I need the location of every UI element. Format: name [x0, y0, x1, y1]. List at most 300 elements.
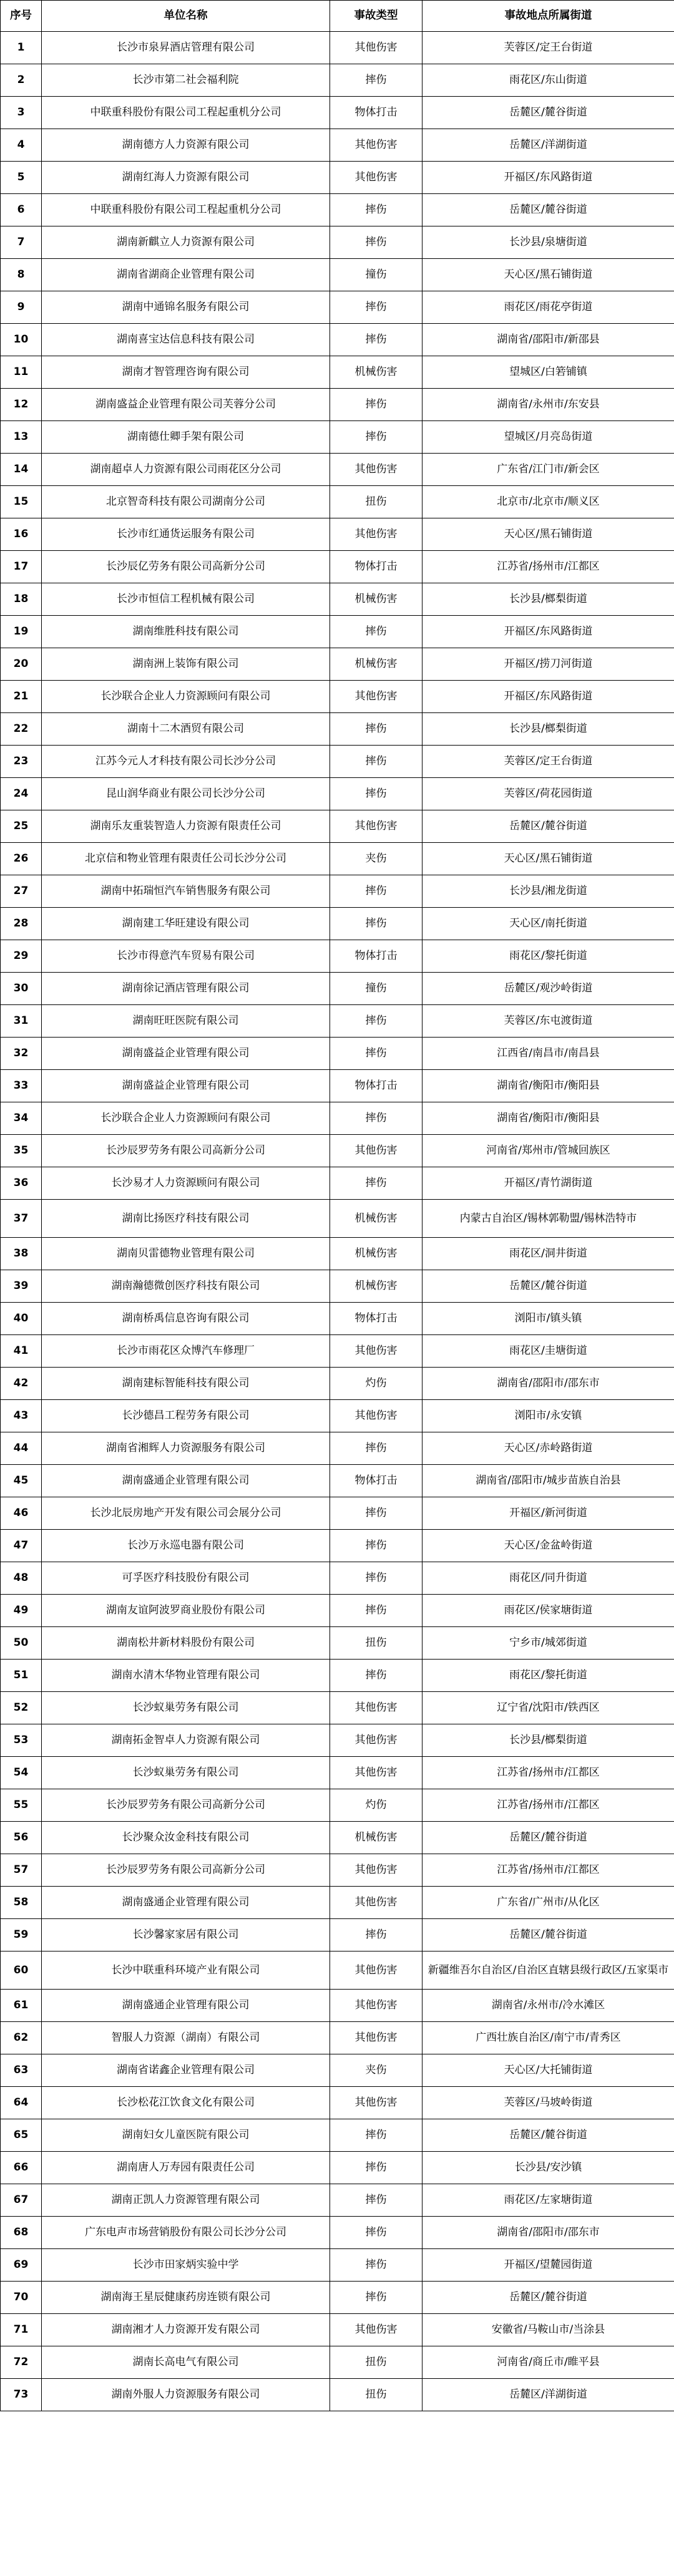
- row-location: 湖南省/邵阳市/城步苗族自治县: [422, 1465, 674, 1497]
- row-type: 摔伤: [330, 1530, 422, 1562]
- row-location: 雨花区/同升街道: [422, 1562, 674, 1595]
- row-no: 70: [1, 2282, 42, 2314]
- row-location: 宁乡市/城郊街道: [422, 1627, 674, 1660]
- row-unit: 湖南建标智能科技有限公司: [42, 1368, 330, 1400]
- row-type: 摔伤: [330, 875, 422, 908]
- row-type: 摔伤: [330, 1595, 422, 1627]
- row-unit: 长沙市田家炳实验中学: [42, 2249, 330, 2282]
- row-no: 65: [1, 2119, 42, 2152]
- row-no: 14: [1, 454, 42, 486]
- row-unit: 湖南水清木华物业管理有限公司: [42, 1660, 330, 1692]
- row-type: 摔伤: [330, 389, 422, 421]
- row-type: 摔伤: [330, 2119, 422, 2152]
- table-body: [1, 32, 674, 2411]
- row-type: 撞伤: [330, 973, 422, 1005]
- row-unit: 湖南松井新材料股份有限公司: [42, 1627, 330, 1660]
- row-location: 天心区/赤岭路街道: [422, 1432, 674, 1465]
- row-unit: 长沙中联重科环境产业有限公司: [42, 1951, 330, 1990]
- table-row: [1, 2314, 674, 2346]
- row-no: 58: [1, 1887, 42, 1919]
- row-type: 摔伤: [330, 616, 422, 648]
- row-location: 芙蓉区/荷花园街道: [422, 778, 674, 810]
- row-no: 68: [1, 2217, 42, 2249]
- row-unit: 长沙市红通货运服务有限公司: [42, 518, 330, 551]
- row-type: 夹伤: [330, 843, 422, 875]
- row-location: 岳麓区/麓谷街道: [422, 2119, 674, 2152]
- row-unit: 长沙万永巡电器有限公司: [42, 1530, 330, 1562]
- row-location: 湖南省/衡阳市/衡阳县: [422, 1102, 674, 1135]
- row-location: 辽宁省/沈阳市/铁西区: [422, 1692, 674, 1724]
- row-location: 芙蓉区/东屯渡街道: [422, 1005, 674, 1038]
- table-row: [1, 1530, 674, 1562]
- table-row: [1, 1789, 674, 1822]
- row-no: 27: [1, 875, 42, 908]
- row-location: 岳麓区/麓谷街道: [422, 1919, 674, 1951]
- row-unit: 长沙蚁巢劳务有限公司: [42, 1692, 330, 1724]
- row-no: 30: [1, 973, 42, 1005]
- row-unit: 湖南省湘辉人力资源服务有限公司: [42, 1432, 330, 1465]
- row-unit: 长沙北辰房地产开发有限公司会展分公司: [42, 1497, 330, 1530]
- table-row: [1, 1497, 674, 1530]
- table-row: [1, 908, 674, 940]
- row-type: 其他伤害: [330, 1757, 422, 1789]
- row-no: 18: [1, 583, 42, 616]
- row-location: 雨花区/圭塘街道: [422, 1335, 674, 1368]
- row-no: 40: [1, 1303, 42, 1335]
- row-location: 望城区/月亮岛街道: [422, 421, 674, 454]
- row-no: 41: [1, 1335, 42, 1368]
- row-no: 3: [1, 97, 42, 129]
- row-no: 8: [1, 259, 42, 291]
- row-no: 47: [1, 1530, 42, 1562]
- row-location: 芙蓉区/定王台街道: [422, 32, 674, 64]
- row-no: 15: [1, 486, 42, 518]
- row-unit: 湖南旺旺医院有限公司: [42, 1005, 330, 1038]
- row-type: 机械伤害: [330, 1200, 422, 1238]
- row-location: 天心区/大托铺街道: [422, 2054, 674, 2087]
- row-location: 雨花区/黎托街道: [422, 940, 674, 973]
- row-type: 摔伤: [330, 226, 422, 259]
- row-type: 其他伤害: [330, 129, 422, 162]
- row-type: 物体打击: [330, 1465, 422, 1497]
- table-row: [1, 551, 674, 583]
- row-no: 20: [1, 648, 42, 681]
- row-location: 广东省/广州市/从化区: [422, 1887, 674, 1919]
- row-no: 12: [1, 389, 42, 421]
- row-no: 62: [1, 2022, 42, 2054]
- row-no: 42: [1, 1368, 42, 1400]
- row-no: 32: [1, 1038, 42, 1070]
- row-location: 长沙县/湘龙街道: [422, 875, 674, 908]
- row-unit: 湖南德方人力资源有限公司: [42, 129, 330, 162]
- row-type: 摔伤: [330, 2282, 422, 2314]
- row-location: 内蒙古自治区/锡林郭勒盟/锡林浩特市: [422, 1200, 674, 1238]
- row-no: 16: [1, 518, 42, 551]
- table-row: [1, 1627, 674, 1660]
- table-row: [1, 1465, 674, 1497]
- row-location: 江苏省/扬州市/江都区: [422, 1854, 674, 1887]
- table-row: [1, 1919, 674, 1951]
- row-no: 11: [1, 356, 42, 389]
- table-row: [1, 583, 674, 616]
- row-location: 岳麓区/麓谷街道: [422, 1270, 674, 1303]
- row-type: 其他伤害: [330, 1854, 422, 1887]
- row-unit: 长沙市第二社会福利院: [42, 64, 330, 97]
- table-row: [1, 194, 674, 226]
- row-no: 54: [1, 1757, 42, 1789]
- row-type: 其他伤害: [330, 1692, 422, 1724]
- row-unit: 广东电声市场营销股份有限公司长沙分公司: [42, 2217, 330, 2249]
- row-type: 其他伤害: [330, 681, 422, 713]
- row-no: 51: [1, 1660, 42, 1692]
- row-location: 芙蓉区/马坡岭街道: [422, 2087, 674, 2119]
- row-no: 21: [1, 681, 42, 713]
- table-row: [1, 713, 674, 746]
- row-unit: 湖南中拓瑞恒汽车销售服务有限公司: [42, 875, 330, 908]
- row-unit: 湖南长高电气有限公司: [42, 2346, 330, 2379]
- row-type: 摔伤: [330, 1038, 422, 1070]
- row-type: 灼伤: [330, 1368, 422, 1400]
- row-type: 摔伤: [330, 778, 422, 810]
- row-type: 摔伤: [330, 324, 422, 356]
- row-type: 摔伤: [330, 908, 422, 940]
- row-location: 长沙县/安沙镇: [422, 2152, 674, 2184]
- row-no: 48: [1, 1562, 42, 1595]
- row-unit: 湖南比扬医疗科技有限公司: [42, 1200, 330, 1238]
- row-type: 摔伤: [330, 1919, 422, 1951]
- row-unit: 长沙德昌工程劳务有限公司: [42, 1400, 330, 1432]
- row-unit: 湖南建工华旺建设有限公司: [42, 908, 330, 940]
- row-no: 10: [1, 324, 42, 356]
- row-type: 摔伤: [330, 1005, 422, 1038]
- row-no: 29: [1, 940, 42, 973]
- row-location: 河南省/郑州市/管城回族区: [422, 1135, 674, 1167]
- row-location: 河南省/商丘市/睢平县: [422, 2346, 674, 2379]
- row-unit: 湖南徐记酒店管理有限公司: [42, 973, 330, 1005]
- row-unit: 湖南德仕卿手架有限公司: [42, 421, 330, 454]
- row-location: 岳麓区/麓谷街道: [422, 1822, 674, 1854]
- row-no: 4: [1, 129, 42, 162]
- row-unit: 湖南盛通企业管理有限公司: [42, 1990, 330, 2022]
- table-row: [1, 1038, 674, 1070]
- table-row: [1, 810, 674, 843]
- table-row: [1, 518, 674, 551]
- row-no: 56: [1, 1822, 42, 1854]
- row-unit: 湖南喜宝达信息科技有限公司: [42, 324, 330, 356]
- row-unit: 湖南维胜科技有限公司: [42, 616, 330, 648]
- row-type: 其他伤害: [330, 1887, 422, 1919]
- table-row: [1, 1692, 674, 1724]
- row-type: 机械伤害: [330, 583, 422, 616]
- table-row: [1, 681, 674, 713]
- row-unit: 长沙辰亿劳务有限公司高新分公司: [42, 551, 330, 583]
- table-row: [1, 1951, 674, 1990]
- table-row: [1, 2087, 674, 2119]
- table-row: [1, 2217, 674, 2249]
- row-no: 34: [1, 1102, 42, 1135]
- header-unit: 单位名称: [42, 1, 330, 32]
- row-unit: 长沙联合企业人力资源顾问有限公司: [42, 1102, 330, 1135]
- table-row: [1, 1102, 674, 1135]
- row-no: 36: [1, 1167, 42, 1200]
- row-unit: 湖南省湖商企业管理有限公司: [42, 259, 330, 291]
- row-type: 扭伤: [330, 486, 422, 518]
- row-location: 开福区/东风路街道: [422, 681, 674, 713]
- table-row: [1, 1070, 674, 1102]
- row-location: 开福区/新河街道: [422, 1497, 674, 1530]
- row-no: 64: [1, 2087, 42, 2119]
- row-location: 湖南省/衡阳市/衡阳县: [422, 1070, 674, 1102]
- row-no: 5: [1, 162, 42, 194]
- row-type: 物体打击: [330, 551, 422, 583]
- table-row: [1, 1562, 674, 1595]
- table-row: [1, 1400, 674, 1432]
- row-type: 物体打击: [330, 1070, 422, 1102]
- row-unit: 湖南盛益企业管理有限公司: [42, 1038, 330, 1070]
- row-location: 开福区/东风路街道: [422, 162, 674, 194]
- row-type: 摔伤: [330, 1167, 422, 1200]
- table-row: [1, 778, 674, 810]
- row-no: 35: [1, 1135, 42, 1167]
- table-row: [1, 1990, 674, 2022]
- row-location: 芙蓉区/定王台街道: [422, 746, 674, 778]
- table-row: [1, 2184, 674, 2217]
- table-row: [1, 1854, 674, 1887]
- row-location: 岳麓区/洋湖街道: [422, 129, 674, 162]
- row-location: 岳麓区/洋湖街道: [422, 2379, 674, 2411]
- row-unit: 北京智奇科技有限公司湖南分公司: [42, 486, 330, 518]
- row-unit: 湖南洲上装饰有限公司: [42, 648, 330, 681]
- row-type: 其他伤害: [330, 2087, 422, 2119]
- row-unit: 长沙市得意汽车贸易有限公司: [42, 940, 330, 973]
- row-type: 其他伤害: [330, 1335, 422, 1368]
- table-row: [1, 356, 674, 389]
- row-unit: 湖南乐友重装智造人力资源有限责任公司: [42, 810, 330, 843]
- row-type: 摔伤: [330, 1102, 422, 1135]
- table-row: [1, 1724, 674, 1757]
- row-unit: 湖南外服人力资源服务有限公司: [42, 2379, 330, 2411]
- row-type: 其他伤害: [330, 454, 422, 486]
- row-location: 北京市/北京市/顺义区: [422, 486, 674, 518]
- row-no: 60: [1, 1951, 42, 1990]
- table-row: [1, 129, 674, 162]
- row-no: 37: [1, 1200, 42, 1238]
- row-type: 摔伤: [330, 421, 422, 454]
- table-row: [1, 1238, 674, 1270]
- row-no: 22: [1, 713, 42, 746]
- row-no: 50: [1, 1627, 42, 1660]
- row-unit: 长沙市雨花区众博汽车修理厂: [42, 1335, 330, 1368]
- row-type: 摔伤: [330, 1660, 422, 1692]
- row-type: 机械伤害: [330, 1822, 422, 1854]
- row-location: 天心区/黑石铺街道: [422, 518, 674, 551]
- row-no: 49: [1, 1595, 42, 1627]
- table-row: [1, 973, 674, 1005]
- row-type: 摔伤: [330, 1562, 422, 1595]
- row-location: 新疆维吾尔自治区/自治区直辖县级行政区/五家渠市: [422, 1951, 674, 1990]
- row-no: 52: [1, 1692, 42, 1724]
- row-type: 摔伤: [330, 2249, 422, 2282]
- row-location: 天心区/金盆岭街道: [422, 1530, 674, 1562]
- row-type: 摔伤: [330, 2184, 422, 2217]
- table-row: [1, 746, 674, 778]
- header-location: 事故地点所属街道: [422, 1, 674, 32]
- row-no: 67: [1, 2184, 42, 2217]
- table-row: [1, 2022, 674, 2054]
- row-location: 湖南省/永州市/东安县: [422, 389, 674, 421]
- row-type: 其他伤害: [330, 1724, 422, 1757]
- row-no: 31: [1, 1005, 42, 1038]
- row-unit: 湖南友谊阿波罗商业股份有限公司: [42, 1595, 330, 1627]
- row-no: 7: [1, 226, 42, 259]
- row-location: 浏阳市/永安镇: [422, 1400, 674, 1432]
- row-type: 其他伤害: [330, 518, 422, 551]
- row-type: 摔伤: [330, 291, 422, 324]
- row-unit: 可孚医疗科技股份有限公司: [42, 1562, 330, 1595]
- row-no: 53: [1, 1724, 42, 1757]
- row-type: 摔伤: [330, 194, 422, 226]
- row-no: 23: [1, 746, 42, 778]
- table-row: [1, 1005, 674, 1038]
- table-row: [1, 1822, 674, 1854]
- table-row: [1, 1303, 674, 1335]
- row-unit: 长沙辰罗劳务有限公司高新分公司: [42, 1789, 330, 1822]
- row-location: 岳麓区/麓谷街道: [422, 97, 674, 129]
- row-type: 其他伤害: [330, 32, 422, 64]
- row-location: 天心区/黑石铺街道: [422, 843, 674, 875]
- row-no: 17: [1, 551, 42, 583]
- table-row: [1, 162, 674, 194]
- row-location: 雨花区/侯家塘街道: [422, 1595, 674, 1627]
- row-location: 广西壮族自治区/南宁市/青秀区: [422, 2022, 674, 2054]
- row-location: 岳麓区/观沙岭街道: [422, 973, 674, 1005]
- row-no: 28: [1, 908, 42, 940]
- row-type: 其他伤害: [330, 1135, 422, 1167]
- row-no: 63: [1, 2054, 42, 2087]
- row-unit: 湖南正凯人力资源管理有限公司: [42, 2184, 330, 2217]
- table-row: [1, 1432, 674, 1465]
- row-location: 广东省/江门市/新会区: [422, 454, 674, 486]
- row-unit: 湖南才智管理咨询有限公司: [42, 356, 330, 389]
- row-location: 开福区/青竹湖街道: [422, 1167, 674, 1200]
- row-no: 6: [1, 194, 42, 226]
- row-location: 雨花区/东山街道: [422, 64, 674, 97]
- row-no: 46: [1, 1497, 42, 1530]
- table-row: [1, 32, 674, 64]
- row-unit: 长沙馨家家居有限公司: [42, 1919, 330, 1951]
- row-type: 其他伤害: [330, 810, 422, 843]
- row-type: 摔伤: [330, 1432, 422, 1465]
- row-location: 雨花区/雨花亭街道: [422, 291, 674, 324]
- row-location: 开福区/望麓园街道: [422, 2249, 674, 2282]
- row-type: 机械伤害: [330, 1238, 422, 1270]
- row-location: 天心区/南托街道: [422, 908, 674, 940]
- row-unit: 湖南盛益企业管理有限公司: [42, 1070, 330, 1102]
- row-no: 66: [1, 2152, 42, 2184]
- row-unit: 湖南拓金智卓人力资源有限公司: [42, 1724, 330, 1757]
- table-row: [1, 2282, 674, 2314]
- row-no: 38: [1, 1238, 42, 1270]
- row-location: 浏阳市/镇头镇: [422, 1303, 674, 1335]
- table-row: [1, 97, 674, 129]
- row-no: 39: [1, 1270, 42, 1303]
- row-location: 江苏省/扬州市/江都区: [422, 1789, 674, 1822]
- table-row: [1, 843, 674, 875]
- table-row: [1, 1887, 674, 1919]
- row-unit: 长沙联合企业人力资源顾问有限公司: [42, 681, 330, 713]
- table-row: [1, 2054, 674, 2087]
- table-row: [1, 291, 674, 324]
- row-type: 撞伤: [330, 259, 422, 291]
- row-unit: 长沙辰罗劳务有限公司高新分公司: [42, 1135, 330, 1167]
- row-location: 雨花区/左家塘街道: [422, 2184, 674, 2217]
- row-unit: 智服人力资源（湖南）有限公司: [42, 2022, 330, 2054]
- row-unit: 湖南省诺鑫企业管理有限公司: [42, 2054, 330, 2087]
- header-type: 事故类型: [330, 1, 422, 32]
- row-no: 45: [1, 1465, 42, 1497]
- row-location: 雨花区/洞井街道: [422, 1238, 674, 1270]
- table-row: [1, 616, 674, 648]
- row-type: 其他伤害: [330, 2314, 422, 2346]
- row-no: 9: [1, 291, 42, 324]
- row-type: 灼伤: [330, 1789, 422, 1822]
- row-type: 摔伤: [330, 713, 422, 746]
- row-unit: 湖南超卓人力资源有限公司雨花区分公司: [42, 454, 330, 486]
- table-row: [1, 324, 674, 356]
- row-no: 59: [1, 1919, 42, 1951]
- table-row: [1, 2249, 674, 2282]
- table-row: [1, 454, 674, 486]
- row-type: 摔伤: [330, 2217, 422, 2249]
- row-type: 其他伤害: [330, 2022, 422, 2054]
- row-type: 物体打击: [330, 97, 422, 129]
- row-location: 岳麓区/麓谷街道: [422, 194, 674, 226]
- table-row: [1, 648, 674, 681]
- row-no: 43: [1, 1400, 42, 1432]
- row-unit: 湖南红海人力资源有限公司: [42, 162, 330, 194]
- row-location: 湖南省/永州市/冷水滩区: [422, 1990, 674, 2022]
- row-type: 扭伤: [330, 1627, 422, 1660]
- row-unit: 长沙聚众汝金科技有限公司: [42, 1822, 330, 1854]
- row-location: 湖南省/邵阳市/新邵县: [422, 324, 674, 356]
- row-type: 扭伤: [330, 2379, 422, 2411]
- row-no: 73: [1, 2379, 42, 2411]
- table-row: [1, 1757, 674, 1789]
- row-type: 机械伤害: [330, 356, 422, 389]
- row-location: 雨花区/黎托街道: [422, 1660, 674, 1692]
- header-no: 序号: [1, 1, 42, 32]
- row-unit: 湖南十二木酒贸有限公司: [42, 713, 330, 746]
- row-unit: 湖南唐人万寿园有限责任公司: [42, 2152, 330, 2184]
- row-unit: 江苏今元人才科技有限公司长沙分公司: [42, 746, 330, 778]
- row-type: 物体打击: [330, 940, 422, 973]
- table-row: [1, 421, 674, 454]
- row-unit: 湖南中通锦名服务有限公司: [42, 291, 330, 324]
- row-no: 72: [1, 2346, 42, 2379]
- row-unit: 湖南桥禹信息咨询有限公司: [42, 1303, 330, 1335]
- table-row: [1, 940, 674, 973]
- row-no: 69: [1, 2249, 42, 2282]
- row-location: 岳麓区/麓谷街道: [422, 2282, 674, 2314]
- table-row: [1, 226, 674, 259]
- row-type: 物体打击: [330, 1303, 422, 1335]
- row-location: 长沙县/榔梨街道: [422, 1724, 674, 1757]
- row-no: 26: [1, 843, 42, 875]
- row-location: 岳麓区/麓谷街道: [422, 810, 674, 843]
- row-unit: 长沙易才人力资源顾问有限公司: [42, 1167, 330, 1200]
- table-row: [1, 1660, 674, 1692]
- row-type: 摔伤: [330, 2152, 422, 2184]
